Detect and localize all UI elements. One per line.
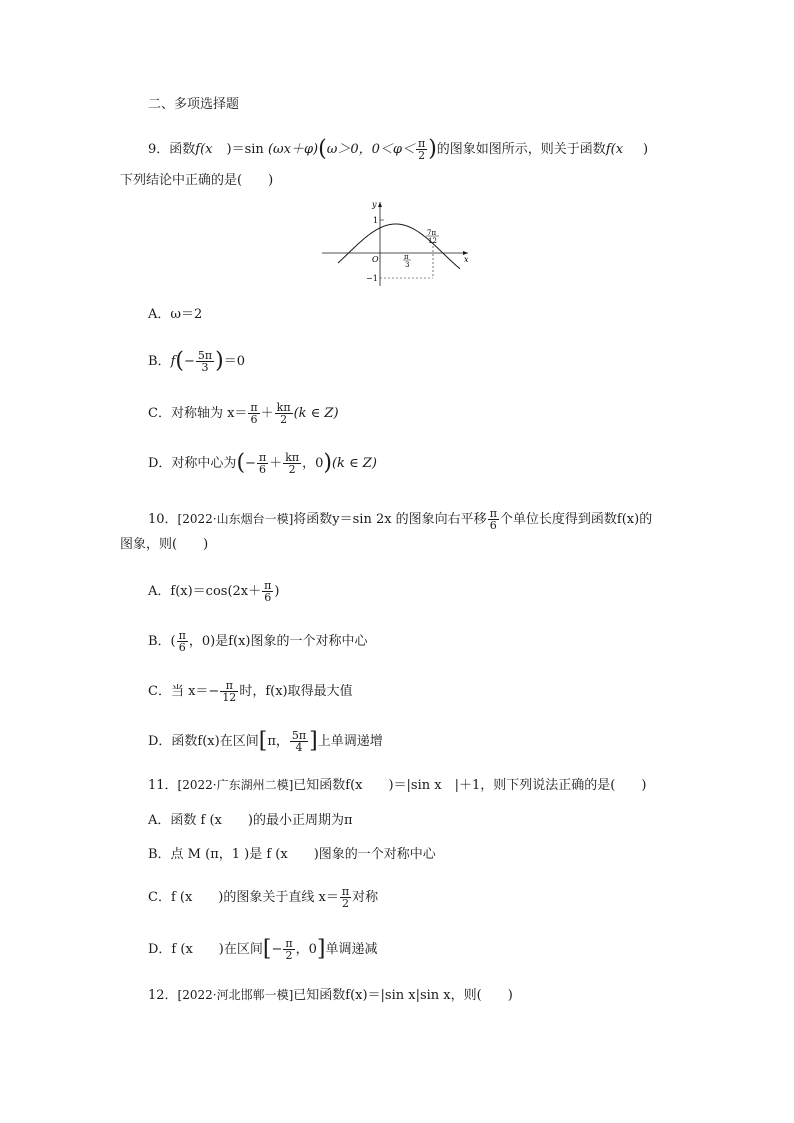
sine-graph: [320, 198, 470, 288]
text: f: [170, 354, 176, 369]
text: ω＞0，0＜φ＜: [326, 142, 415, 157]
text: ，0: [295, 942, 317, 957]
question-10-stem-line2: 图象，则( ): [120, 537, 209, 552]
q9-option-b[interactable]: B．f(− $\frac{5\pi}{3}$ )＝0: [148, 348, 245, 374]
q10-option-b[interactable]: [148, 630, 368, 653]
origin-label: O: [372, 255, 379, 264]
text: π，: [267, 734, 289, 749]
text: ＝0: [223, 354, 245, 369]
fraction: $\frac{\pi}{6}$: [264, 579, 272, 604]
text: 时，f(x)取得最大值: [239, 684, 353, 699]
x-axis-label: x: [464, 255, 469, 264]
q9-option-a[interactable]: A．ω＝2: [148, 307, 203, 322]
text: ，0)是f(x)图象的一个对称中心: [188, 634, 368, 649]
text: 将函数y＝sin 2x 的图象向右平移: [293, 512, 487, 527]
question-number: 10．: [148, 512, 178, 527]
tick-7pi12-den: 12: [428, 237, 437, 245]
fraction: $\frac{\pi}{6}$: [178, 629, 186, 654]
question-number: 12．: [148, 988, 178, 1003]
tick-7pi12-num: 7π: [427, 229, 437, 237]
q11-option-c[interactable]: [148, 886, 378, 909]
q10-option-c[interactable]: [148, 680, 353, 703]
fraction: $\frac{\pi}{2}$: [417, 137, 426, 162]
question-9-stem: 9．函数f(x )＝sin (ωx＋φ)(ω＞0，0＜φ＜ $\frac{\pi}{2}$ )的图象如图所示，则关于函数f(x ): [148, 136, 649, 162]
text: C．f (x )的图象关于直线 x＝: [148, 890, 339, 905]
text: )＝sin: [226, 142, 264, 157]
fraction: $\frac{\pi}{2}$: [285, 937, 293, 962]
text: 单调递减: [325, 942, 378, 957]
tick-pi3-num: π: [404, 253, 409, 261]
source-tag: [2022·山东烟台一模]: [177, 512, 294, 526]
q10-option-d[interactable]: D．函数f(x)在区间[π， $\frac{5\pi}{4}$ ]上单调递增: [148, 728, 383, 754]
fraction: $\frac{k\pi}{2}$: [285, 451, 300, 476]
text: 上单调递增: [317, 734, 383, 749]
text: −: [183, 354, 195, 369]
question-number: 9．: [148, 142, 170, 157]
fraction: $\frac{\pi}{6}$: [250, 401, 258, 426]
text: B．(: [148, 634, 176, 649]
q9-option-c[interactable]: [148, 402, 339, 425]
text: f(x: [605, 142, 624, 157]
question-10-stem: [148, 508, 652, 531]
question-11-stem: [148, 776, 646, 795]
text: ＋: [260, 406, 274, 421]
q11-option-b[interactable]: B．点 M (π，1 )是 f (x )图象的一个对称中心: [148, 847, 436, 862]
text: −: [245, 456, 256, 471]
fraction: $\frac{\pi}{12}$: [222, 679, 237, 704]
q9-option-d[interactable]: D．对称中心为(− $\frac{\pi}{6}$ ＋ $\frac{k\pi}{2}$ ，0)(k ∈ Z): [148, 450, 377, 476]
source-tag: [2022·广东湖州二模]: [177, 778, 294, 792]
text: ，0: [302, 456, 324, 471]
y-max-label: 1: [373, 216, 379, 225]
source-tag: [2022·河北邯郸一模]: [177, 988, 294, 1002]
question-12-stem: [148, 986, 513, 1005]
text: C．当 x＝−: [148, 684, 220, 699]
fraction: $\frac{5\pi}{4}$: [291, 729, 307, 754]
text: 的图象如图所示，则关于函数: [436, 142, 606, 157]
q10-option-a[interactable]: [148, 580, 279, 603]
question-number: 11．: [148, 778, 178, 793]
y-axis-label: y: [372, 200, 377, 209]
fraction: $\frac{5\pi}{3}$: [197, 349, 213, 374]
text: −: [271, 942, 283, 957]
fraction: $\frac{\pi}{6}$: [489, 507, 497, 532]
fraction: $\frac{\pi}{2}$: [341, 885, 350, 910]
question-9-stem-line2: 下列结论中正确的是( ): [120, 173, 274, 188]
fraction: $\frac{\pi}{6}$: [258, 451, 267, 476]
text: D．对称中心为: [148, 456, 237, 471]
sine-curve: [338, 224, 460, 269]
text: B．: [148, 354, 171, 369]
text: C．对称轴为 x＝: [148, 406, 248, 421]
q11-option-d[interactable]: D．f (x )在区间[− $\frac{\pi}{2}$ ，0]单调递减: [148, 936, 378, 962]
text: 对称: [352, 890, 379, 905]
text: f(x: [195, 142, 213, 157]
text: D．f (x )在区间: [148, 942, 263, 957]
text: ): [274, 584, 280, 599]
text: ): [643, 142, 649, 157]
text: D．函数f(x)在区间: [148, 734, 259, 749]
text: 函数: [169, 142, 196, 157]
text: 已知函数f(x )＝|sin x |＋1，则下列说法正确的是( ): [293, 778, 647, 793]
y-min-label: −1: [366, 274, 378, 283]
text: (k ∈ Z): [331, 456, 377, 471]
text: 已知函数f(x)＝|sin x|sin x，则( ): [293, 988, 513, 1003]
fraction: $\frac{k\pi}{2}$: [276, 401, 291, 426]
section-title: 二、多项选择题: [148, 97, 240, 112]
tick-pi3-den: 3: [405, 261, 410, 269]
text: A．f(x)＝cos(2x＋: [148, 584, 262, 599]
q11-option-a[interactable]: A．函数 f (x )的最小正周期为π: [148, 813, 353, 828]
text: (k ∈ Z): [293, 406, 339, 421]
text: ＋: [269, 456, 283, 471]
text: (ωx＋φ): [267, 142, 319, 157]
text: 个单位长度得到函数f(x)的: [499, 512, 653, 527]
